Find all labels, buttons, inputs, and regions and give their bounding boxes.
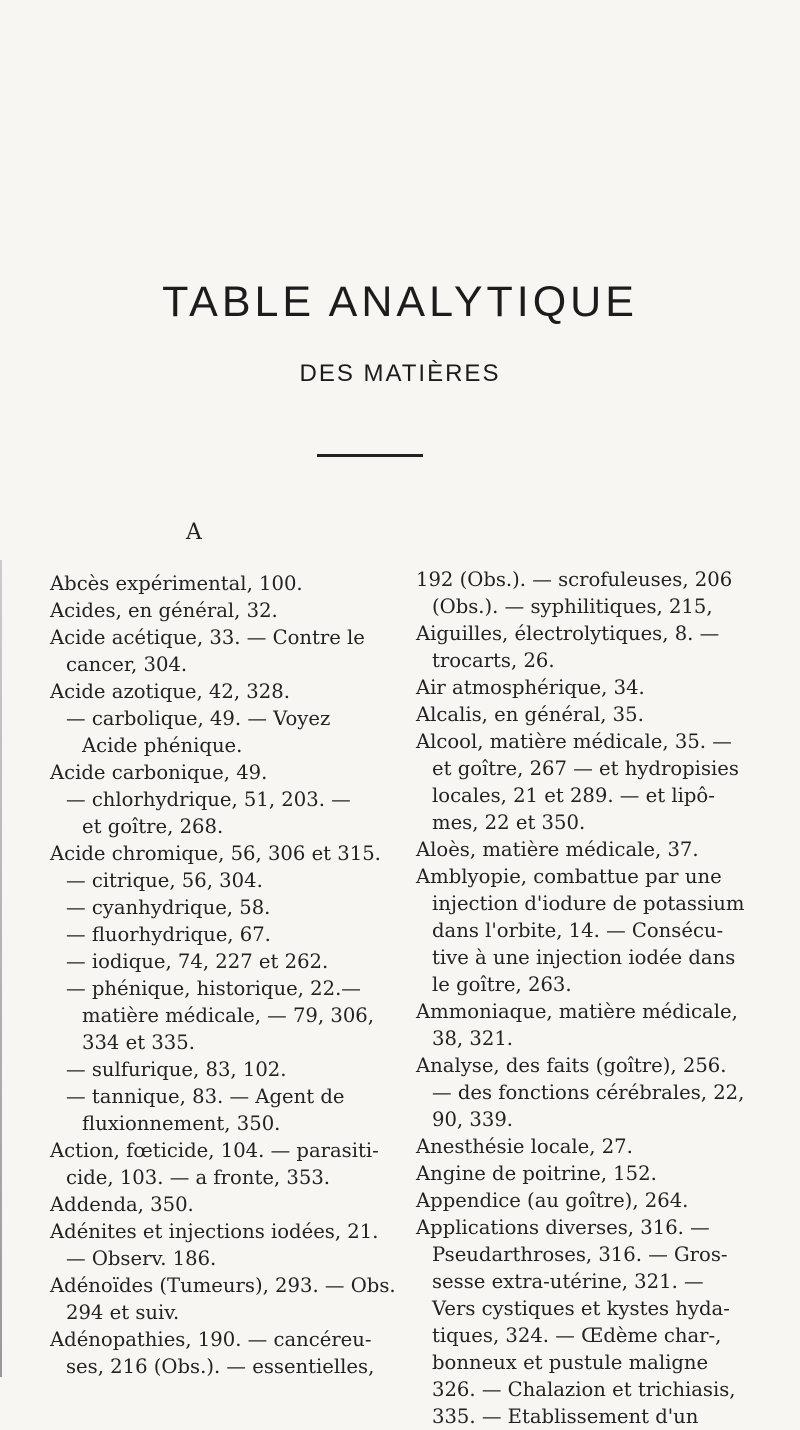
index-entry — [50, 1083, 405, 1137]
index-entry — [50, 948, 405, 975]
index-entry-line: Applications diverses, 316. — — [416, 1216, 710, 1239]
index-entry-line: Acide phénique. — [82, 734, 243, 757]
index-entry-line: — sulfurique, 83, 102. — [66, 1058, 287, 1081]
index-entry-line: Appendice (au goître), 264. — [416, 1189, 689, 1212]
index-column-left — [50, 570, 405, 1380]
index-entry-line: Analyse, des faits (goître), 256. — [416, 1054, 727, 1077]
index-entry-line: cide, 103. — a fronte, 353. — [66, 1166, 331, 1189]
index-entry — [50, 786, 405, 840]
index-entry — [416, 1187, 771, 1214]
index-entry — [416, 1214, 771, 1430]
index-entry-line: 38, 321. — [432, 1027, 514, 1050]
index-entry — [50, 975, 405, 1056]
index-entry — [50, 1056, 405, 1083]
index-entry-line: Acide carbonique, 49. — [50, 761, 268, 784]
index-entry — [50, 840, 405, 867]
index-entry-line: Vers cystiques et kystes hyda- — [432, 1297, 730, 1320]
index-entry — [416, 863, 771, 998]
index-entry-line: Acide acétique, 33. — Contre le — [50, 626, 365, 649]
index-entry-line: Anesthésie locale, 27. — [416, 1135, 633, 1158]
index-entry-line: 326. — Chalazion et trichiasis, — [432, 1378, 736, 1401]
index-entry-line: locales, 21 et 289. — et lipô- — [432, 784, 715, 807]
index-entry-line: trocarts, 26. — [432, 649, 555, 672]
section-letter: A — [186, 520, 202, 545]
page-title: TABLE ANALYTIQUE — [162, 278, 638, 326]
index-entry-line: dans l'orbite, 14. — Consécu- — [432, 919, 724, 942]
index-entry-line: — carbolique, 49. — Voyez — [66, 707, 331, 730]
index-entry-line: tive à une injection iodée dans — [432, 946, 736, 969]
index-entry — [50, 1191, 405, 1218]
index-entry-line: Aloès, matière médicale, 37. — [416, 838, 699, 861]
index-entry — [50, 1137, 405, 1191]
index-entry-line: Alcalis, en général, 35. — [416, 703, 644, 726]
index-entry — [416, 1133, 771, 1160]
index-entry-line: 334 et 335. — [82, 1031, 195, 1054]
index-entry-line: Pseudarthroses, 316. — Gros- — [432, 1243, 728, 1266]
index-entry-line: et goître, 267 — et hydropisies — [432, 757, 739, 780]
index-entry-line: Aiguilles, électrolytiques, 8. — — [416, 622, 720, 645]
index-entry-line: fluxionnement, 350. — [82, 1112, 281, 1135]
index-entry-line: Adénites et injections iodées, 21. — [50, 1220, 379, 1243]
index-entry-line: Adénoïdes (Tumeurs), 293. — Obs. — [50, 1274, 396, 1297]
index-entry-line: — tannique, 83. — Agent de — [66, 1085, 345, 1108]
index-entry-line: (Obs.). — syphilitiques, 215, — [432, 595, 713, 618]
index-entry — [416, 674, 771, 701]
index-entry — [50, 1218, 405, 1272]
page-subtitle: DES MATIÈRES — [299, 360, 501, 387]
index-entry-line: 90, 339. — [432, 1108, 514, 1131]
index-entry-line: ses, 216 (Obs.). — essentielles, — [66, 1355, 375, 1378]
index-entry — [50, 624, 405, 678]
index-entry-line: 294 et suiv. — [66, 1301, 180, 1324]
index-entry-line: sesse extra-utérine, 321. — — [432, 1270, 704, 1293]
index-entry-line: 192 (Obs.). — scrofuleuses, 206 — [416, 568, 733, 591]
index-entry-line: matière médicale, — 79, 306, — [82, 1004, 374, 1027]
index-entry — [416, 620, 771, 674]
index-entry — [416, 566, 771, 620]
index-entry-line: Air atmosphérique, 34. — [416, 676, 645, 699]
index-entry-line: — chlorhydrique, 51, 203. — — [66, 788, 351, 811]
index-entry-line: Ammoniaque, matière médicale, — [416, 1000, 738, 1023]
index-entry — [416, 1160, 771, 1187]
index-entry-line: Adénopathies, 190. — cancéreu- — [50, 1328, 372, 1351]
index-entry-line: tiques, 324. — Œdème char-, — [432, 1324, 722, 1347]
index-entry-line: et goître, 268. — [82, 815, 224, 838]
index-entry-line: — citrique, 56, 304. — [66, 869, 263, 892]
index-entry — [50, 597, 405, 624]
index-entry-line: bonneux et pustule maligne — [432, 1351, 709, 1374]
index-entry-line: cancer, 304. — [66, 653, 188, 676]
index-entry — [50, 705, 405, 759]
index-entry-line: Acide chromique, 56, 306 et 315. — [50, 842, 381, 865]
index-entry-line: — fluorhydrique, 67. — [66, 923, 271, 946]
index-entry-line: Acide azotique, 42, 328. — [50, 680, 290, 703]
title-divider — [317, 454, 423, 457]
index-column-right — [416, 566, 771, 1430]
index-entry-line: — cyanhydrique, 58. — [66, 896, 271, 919]
index-entry — [416, 701, 771, 728]
index-entry — [50, 678, 405, 705]
index-entry — [50, 759, 405, 786]
index-entry-line: — des fonctions cérébrales, 22, — [432, 1081, 745, 1104]
index-entry — [50, 894, 405, 921]
index-entry — [416, 1052, 771, 1133]
index-entry-line: Action, fœticide, 104. — parasiti- — [50, 1139, 379, 1162]
index-entry-line: Acides, en général, 32. — [50, 599, 278, 622]
index-entry-line: Angine de poitrine, 152. — [416, 1162, 657, 1185]
index-entry-line: Addenda, 350. — [50, 1193, 194, 1216]
index-entry-line: — phénique, historique, 22.— — [66, 977, 361, 1000]
index-entry — [416, 836, 771, 863]
page-edge-shadow — [0, 560, 2, 1377]
index-entry — [416, 728, 771, 836]
index-entry — [416, 998, 771, 1052]
index-entry-line: Abcès expérimental, 100. — [50, 572, 303, 595]
index-entry-line: Alcool, matière médicale, 35. — — [416, 730, 732, 753]
index-entry-line: le goître, 263. — [432, 973, 572, 996]
index-entry-line: injection d'iodure de potassium — [432, 892, 745, 915]
index-entry — [50, 570, 405, 597]
index-entry-line: mes, 22 et 350. — [432, 811, 586, 834]
index-entry — [50, 1326, 405, 1380]
index-entry-line: — iodique, 74, 227 et 262. — [66, 950, 329, 973]
index-entry-line: Amblyopie, combattue par une — [416, 865, 722, 888]
index-entry — [50, 1272, 405, 1326]
index-entry-line: 335. — Etablissement d'un — [432, 1405, 699, 1428]
index-entry-line: — Observ. 186. — [66, 1247, 217, 1270]
index-entry — [50, 867, 405, 894]
index-entry — [50, 921, 405, 948]
